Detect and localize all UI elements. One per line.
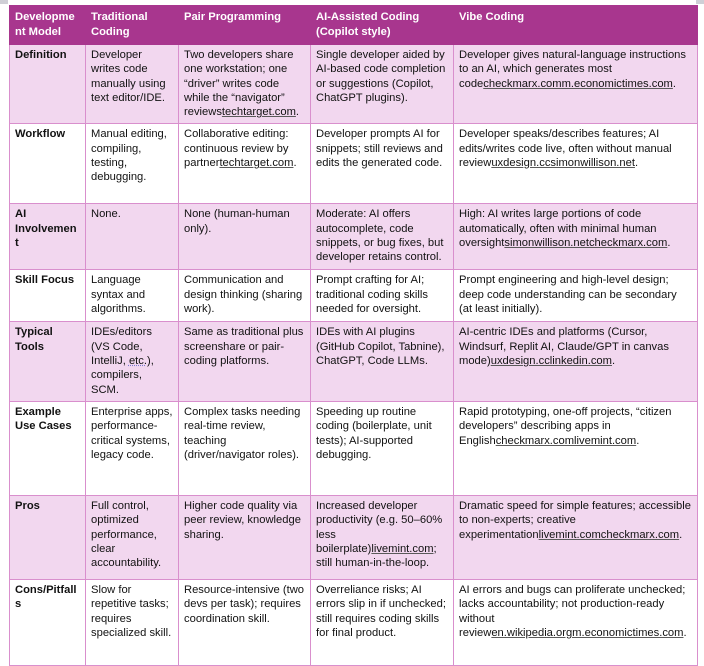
table-row — [10, 270, 698, 322]
table-cell: High: AI writes large portions of code automatically, often with minimal human oversightsimonwillison.netcheckmarx.com. — [454, 204, 698, 270]
table-cell: AI errors and bugs can proliferate unchecked; lacks accountability; not production-ready without reviewen.wikipedia.orgm.economictimes.com. — [454, 579, 698, 665]
table-cell: IDEs with AI plugins (GitHub Copilot, Tabnine), ChatGPT, Code LLMs. — [311, 322, 454, 401]
citation-link[interactable]: livemint.com — [371, 542, 434, 555]
table-body — [10, 45, 698, 666]
citation-link[interactable]: techtarget.com — [221, 106, 296, 119]
table-cell: Developer speaks/describes features; AI edits/writes code live, often without manual reviewuxdesign.ccsimonwillison.net. — [454, 124, 698, 204]
table-cell: Enterprise apps, performance-critical systems, legacy code. — [86, 401, 179, 495]
table-cell: Manual editing, compiling, testing, debugging. — [86, 124, 179, 204]
table-cell: Developer gives natural-language instructions to an AI, which generates most codecheckmarx.comm.economictimes.com. — [454, 45, 698, 124]
table-row — [10, 322, 698, 401]
table-cell: Prompt crafting for AI; traditional coding skills needed for oversight. — [311, 270, 454, 322]
table-cell: Resource-intensive (two devs per task); requires coordination skill. — [179, 579, 311, 665]
table-cell: Two developers share one workstation; one “driver” writes code while the “navigator” reviewstechtarget.com. — [179, 45, 311, 124]
table-cell: Developer writes code manually using text editor/IDE. — [86, 45, 179, 124]
table-cell: Rapid prototyping, one-off projects, “citizen developers” describing apps in Englishcheckmarx.comlivemint.com. — [454, 401, 698, 495]
header-row — [10, 6, 698, 45]
table-cell: Language syntax and algorithms. — [86, 270, 179, 322]
citation-link[interactable]: en.wikipedia.orgm.economictimes.com — [491, 626, 684, 639]
table-cell: Increased developer productivity (e.g. 50–60% less boilerplate)livemint.com; still human-in-the-loop. — [311, 495, 454, 579]
table-cell: Developer prompts AI for snippets; still reviews and edits the generated code. — [311, 124, 454, 204]
column-header-traditional-coding: Traditional Coding — [86, 6, 179, 45]
table-cell: Speeding up routine coding (boilerplate, unit tests); AI-supported debugging. — [311, 401, 454, 495]
table-cell: Slow for repetitive tasks; requires specialized skill. — [86, 579, 179, 665]
citation-link[interactable]: uxdesign.cclinkedin.com — [490, 355, 612, 368]
row-header-typical-tools: Typical Tools — [10, 322, 86, 401]
citation-link[interactable]: checkmarx.comlivemint.com — [495, 434, 637, 447]
citation-link[interactable]: livemint.comcheckmarx.com — [538, 528, 680, 541]
table-cell: Communication and design thinking (sharing work). — [179, 270, 311, 322]
row-header-example-use-cases: Example Use Cases — [10, 401, 86, 495]
table-cell: Same as traditional plus screenshare or pair-coding platforms. — [179, 322, 311, 401]
row-header-definition: Definition — [10, 45, 86, 124]
column-header-pair-programming: Pair Programming — [179, 6, 311, 45]
selection-handle-top-right — [696, 0, 704, 4]
selection-handle-top-left — [0, 0, 8, 4]
row-header-pros: Pros — [10, 495, 86, 579]
table-cell: Collaborative editing: continuous review by partnertechtarget.com. — [179, 124, 311, 204]
row-header-ai-involvement: AI Involvement — [10, 204, 86, 270]
table-cell: Full control, optimized performance, clear accountability. — [86, 495, 179, 579]
table-row — [10, 124, 698, 204]
table-cell: IDEs/editors (VS Code, IntelliJ, etc.), compilers, SCM. — [86, 322, 179, 401]
table-cell: Moderate: AI offers autocomplete, code snippets, or bug fixes, but developer retains control. — [311, 204, 454, 270]
citation-link[interactable]: simonwillison.netcheckmarx.com — [504, 237, 668, 250]
citation-link[interactable]: uxdesign.ccsimonwillison.net — [491, 157, 635, 170]
row-header-cons-pitfalls: Cons/Pitfalls — [10, 579, 86, 665]
row-header-workflow: Workflow — [10, 124, 86, 204]
citation-link[interactable]: checkmarx.comm.economictimes.com — [483, 77, 673, 90]
table-cell: Complex tasks needing real-time review, teaching (driver/navigator roles). — [179, 401, 311, 495]
table-cell: Overreliance risks; AI errors slip in if unchecked; still requires coding skills for final product. — [311, 579, 454, 665]
spellcheck-flagged-text: etc. — [128, 355, 147, 368]
table-cell: AI-centric IDEs and platforms (Cursor, Windsurf, Replit AI, Claude/GPT in canvas mode)uxdesign.cclinkedin.com. — [454, 322, 698, 401]
citation-link[interactable]: techtarget.com — [219, 157, 294, 170]
table-cell: None (human-human only). — [179, 204, 311, 270]
table-cell: Single developer aided by AI-based code completion or suggestions (Copilot, ChatGPT plugins). — [311, 45, 454, 124]
table-header — [10, 6, 698, 45]
comparison-table — [9, 5, 698, 666]
table-row — [10, 204, 698, 270]
column-header-vibe-coding: Vibe Coding — [454, 6, 698, 45]
table-row — [10, 495, 698, 579]
table-cell: Dramatic speed for simple features; accessible to non-experts; creative experimentationlivemint.comcheckmarx.com. — [454, 495, 698, 579]
table-cell: None. — [86, 204, 179, 270]
column-header-ai-assisted-coding: AI-Assisted Coding (Copilot style) — [311, 6, 454, 45]
table-row — [10, 579, 698, 665]
table-row — [10, 45, 698, 124]
table-cell: Higher code quality via peer review, knowledge sharing. — [179, 495, 311, 579]
table-cell: Prompt engineering and high-level design; deep code understanding can be secondary (at least initially). — [454, 270, 698, 322]
column-header-development-model: Development Model — [10, 6, 86, 45]
row-header-skill-focus: Skill Focus — [10, 270, 86, 322]
table-row — [10, 401, 698, 495]
